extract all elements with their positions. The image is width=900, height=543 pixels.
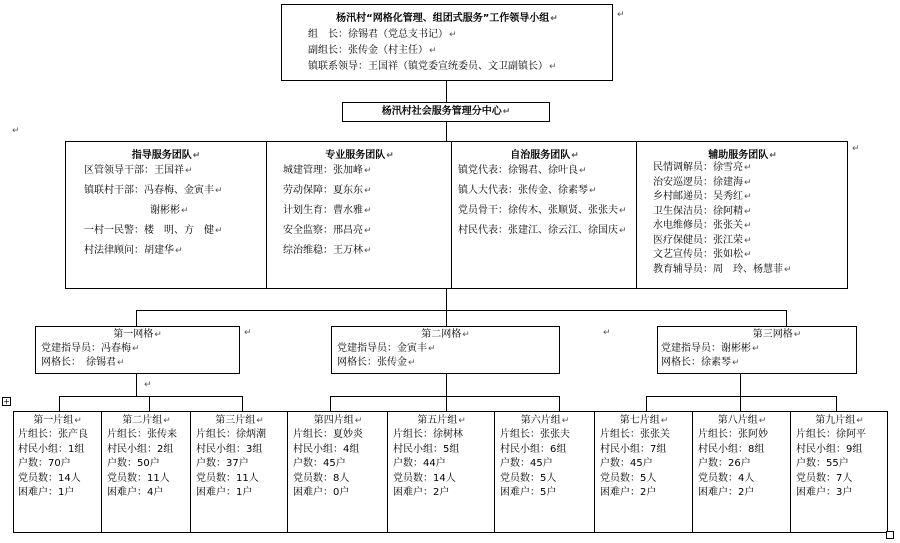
group-hardship: 困难户：2户 — [600, 487, 657, 498]
group-cell — [287, 412, 388, 532]
team-row: 劳动保障：夏东东↵ — [283, 185, 372, 196]
paragraph-mark: ↵ — [617, 10, 625, 20]
team-row: 谢彬彬↵ — [150, 205, 189, 216]
group-leader: 片组长：张传来 — [107, 429, 177, 440]
team-title: 辅助服务团队↵ — [708, 150, 777, 161]
connector-line — [740, 374, 741, 396]
group-villager: 村民小组：4组 — [293, 443, 360, 455]
team-row: 镇党代表：徐锡君、徐叶良↵ — [458, 165, 587, 176]
group-party: 党员数：14人 — [18, 472, 81, 484]
grid-instructor: 党建指导员：金寅丰↵ — [337, 343, 436, 354]
group-hardship: 困难户：5户 — [500, 487, 557, 498]
group-cell — [692, 412, 791, 532]
group-party: 党员数：5人 — [600, 472, 657, 484]
team-row: 区管领导干部：王国祥↵ — [84, 165, 193, 176]
group-title: 第四片组↵ — [313, 415, 363, 426]
group-households: 户数：26户 — [698, 458, 751, 469]
groups-table — [13, 411, 888, 533]
group-title: 第五片组↵ — [417, 415, 466, 426]
group-villager: 村民小组：9组 — [796, 443, 863, 455]
group-hardship: 困难户：2户 — [698, 487, 755, 498]
connector-line — [646, 396, 647, 411]
grid-title: 第二网格↵ — [421, 329, 470, 340]
connector-line — [136, 310, 787, 311]
group-hardship: 困难户：4户 — [107, 487, 164, 498]
group-households: 户数：37户 — [196, 458, 249, 469]
team-row: 村民代表：张建江、徐云江、徐国庆↵ — [458, 225, 627, 236]
paragraph-mark: ↵ — [244, 328, 252, 338]
group-cell — [494, 412, 595, 532]
connector-line — [59, 396, 60, 411]
grid-box-2 — [331, 326, 560, 374]
connector-line — [740, 396, 741, 411]
group-villager: 村民小组：1组 — [18, 443, 85, 455]
group-households: 户数：44户 — [393, 458, 446, 469]
group-title: 第一片组↵ — [33, 415, 82, 426]
group-households: 户数：45户 — [293, 458, 346, 469]
connector-line — [136, 374, 137, 396]
group-households: 户数：45户 — [600, 458, 653, 469]
connector-line — [446, 310, 447, 326]
connector-line — [446, 289, 447, 310]
group-leader: 片组长：徐阿平 — [796, 429, 866, 440]
team-row: 教育辅导员：周 玲、杨慧菲↵ — [653, 263, 792, 275]
team-row: 文艺宣传员：张如松↵ — [653, 249, 752, 260]
group-party: 党员数：5人 — [500, 472, 557, 484]
team-row: 卫生保洁员：徐阿精↵ — [653, 205, 752, 217]
connector-line — [559, 396, 560, 411]
leadership-member-2: 副组长：张传金（村主任）↵ — [308, 45, 437, 56]
team-row: 党员骨干：徐传木、张顺贤、张张夫↵ — [458, 205, 627, 216]
team-row: 城建管理：张加峰↵ — [283, 165, 372, 176]
group-cell — [14, 412, 101, 532]
group-cell — [387, 412, 495, 532]
group-cell — [101, 412, 191, 532]
team-row: 镇人大代表：张传金、徐素琴↵ — [458, 185, 597, 196]
group-party: 党员数：11人 — [196, 472, 259, 484]
group-title: 第九片组↵ — [815, 415, 864, 426]
connector-line — [446, 374, 447, 396]
group-villager: 村民小组：2组 — [107, 443, 174, 455]
group-title: 第八片组↵ — [717, 415, 767, 426]
service-center-title: 杨汛村社会服务管理分中心 — [381, 106, 502, 117]
group-cell — [790, 412, 888, 532]
group-villager: 村民小组：3组 — [196, 443, 263, 455]
team-专业 — [266, 142, 452, 288]
paragraph-mark: ↵ — [852, 144, 860, 154]
group-leader: 片组长：徐树林 — [393, 429, 463, 440]
grid-leader: 网格长： 徐锡君↵ — [41, 357, 125, 368]
teams-container — [65, 141, 848, 289]
team-row: 计划生育：曹水雅↵ — [283, 205, 372, 216]
team-row: 治安巡逻员：徐建海↵ — [653, 176, 752, 188]
team-title: 指导服务团队↵ — [131, 150, 201, 161]
group-villager: 村民小组：8组 — [698, 443, 765, 455]
group-title: 第二片组↵ — [122, 415, 171, 426]
group-households: 户数：50户 — [107, 458, 160, 469]
team-row: 镇联村干部：冯春梅、金寅丰↵ — [84, 185, 223, 196]
grid-leader: 网格长：张传金↵ — [337, 357, 416, 368]
group-hardship: 困难户：1户 — [18, 487, 75, 498]
grid-instructor: 党建指导员：谢彬彬↵ — [661, 343, 760, 354]
grid-box-1 — [35, 326, 240, 374]
team-辅助 — [636, 142, 848, 288]
leadership-member-1: 组 长：徐锡君（党总支书记）↵ — [308, 29, 457, 40]
paragraph-mark: ↵ — [12, 126, 20, 136]
group-cell — [594, 412, 693, 532]
connector-line — [136, 310, 137, 326]
connector-line — [646, 396, 837, 397]
connector-line — [836, 396, 837, 411]
team-row: 一村一民警：楼 明、方 健↵ — [84, 225, 223, 236]
team-title: 自治服务团队↵ — [510, 150, 579, 161]
team-row: 村法律顾问：胡建华↵ — [84, 245, 183, 256]
leadership-box — [281, 4, 613, 81]
group-party: 党员数：8人 — [293, 472, 350, 484]
connector-line — [149, 396, 150, 411]
connector-line — [330, 396, 331, 411]
grid-title: 第一网格↵ — [113, 329, 162, 340]
leadership-member-3: 镇联系领导：王国祥（镇党委宣统委员、文卫副镇长）↵ — [308, 61, 557, 72]
connector-line — [242, 396, 243, 411]
leadership-title: 杨汛村“网格化管理、组团式服务”工作领导小组↵ — [336, 13, 558, 24]
group-party: 党员数：4人 — [698, 472, 755, 484]
connector-line — [446, 81, 447, 102]
team-row: 民情调解员：徐雪亮↵ — [653, 162, 752, 173]
grid-leader: 网格长：徐素琴↵ — [661, 357, 740, 368]
group-households: 户数：55户 — [796, 458, 849, 469]
table-move-handle-icon[interactable]: + — [3, 397, 10, 406]
group-hardship: 困难户：3户 — [796, 487, 853, 498]
team-row: 水电维修员：张张关↵ — [653, 220, 752, 231]
team-row: 乡村邮递员：吴秀红↵ — [653, 191, 752, 202]
connector-line — [330, 396, 560, 397]
team-row: 综治维稳：王万林↵ — [283, 245, 372, 256]
paragraph-mark: ↵ — [603, 328, 611, 338]
connector-line — [446, 122, 447, 142]
team-row: 安全监察：邢昌亮↵ — [283, 225, 372, 236]
group-households: 户数：70户 — [18, 458, 71, 469]
group-leader: 片组长：张张夫 — [500, 429, 570, 440]
group-leader: 片组长：张阿妙 — [698, 429, 768, 440]
group-leader: 片组长：夏妙炎 — [293, 429, 363, 440]
group-leader: 片组长：徐炳潮 — [196, 429, 266, 440]
group-villager: 村民小组：6组 — [500, 443, 567, 455]
group-cell — [190, 412, 288, 532]
group-hardship: 困难户：2户 — [393, 487, 450, 498]
team-指导 — [66, 142, 266, 288]
grid-title: 第三网格↵ — [752, 329, 802, 340]
grid-instructor: 党建指导员：冯春梅↵ — [41, 343, 140, 354]
group-party: 党员数：14人 — [393, 472, 456, 484]
group-party: 党员数：11人 — [107, 472, 170, 484]
group-households: 户数：45户 — [500, 458, 553, 469]
service-center-box: 杨汛村社会服务管理分中心↵ — [342, 102, 550, 122]
group-leader: 片组长：张产良 — [18, 429, 88, 440]
group-villager: 村民小组：7组 — [600, 443, 667, 455]
group-party: 党员数：7人 — [796, 472, 853, 484]
group-hardship: 困难户：0户 — [293, 487, 350, 498]
group-title: 第七片组↵ — [619, 415, 669, 426]
group-villager: 村民小组：5组 — [393, 443, 460, 455]
team-title: 专业服务团队↵ — [325, 150, 394, 161]
team-row: 医疗保健员：张江荣↵ — [653, 234, 752, 246]
paragraph-mark: ↵ — [144, 380, 152, 390]
team-自治 — [451, 142, 637, 288]
group-title: 第三片组↵ — [215, 415, 264, 426]
connector-line — [446, 396, 447, 411]
connector-line — [786, 310, 787, 326]
connector-line — [59, 396, 242, 397]
grid-box-3 — [657, 326, 857, 374]
group-hardship: 困难户：1户 — [196, 487, 253, 498]
group-leader: 片组长：张张关 — [600, 429, 670, 440]
group-title: 第六片组↵ — [520, 415, 570, 426]
table-resize-handle-icon[interactable] — [886, 531, 894, 539]
